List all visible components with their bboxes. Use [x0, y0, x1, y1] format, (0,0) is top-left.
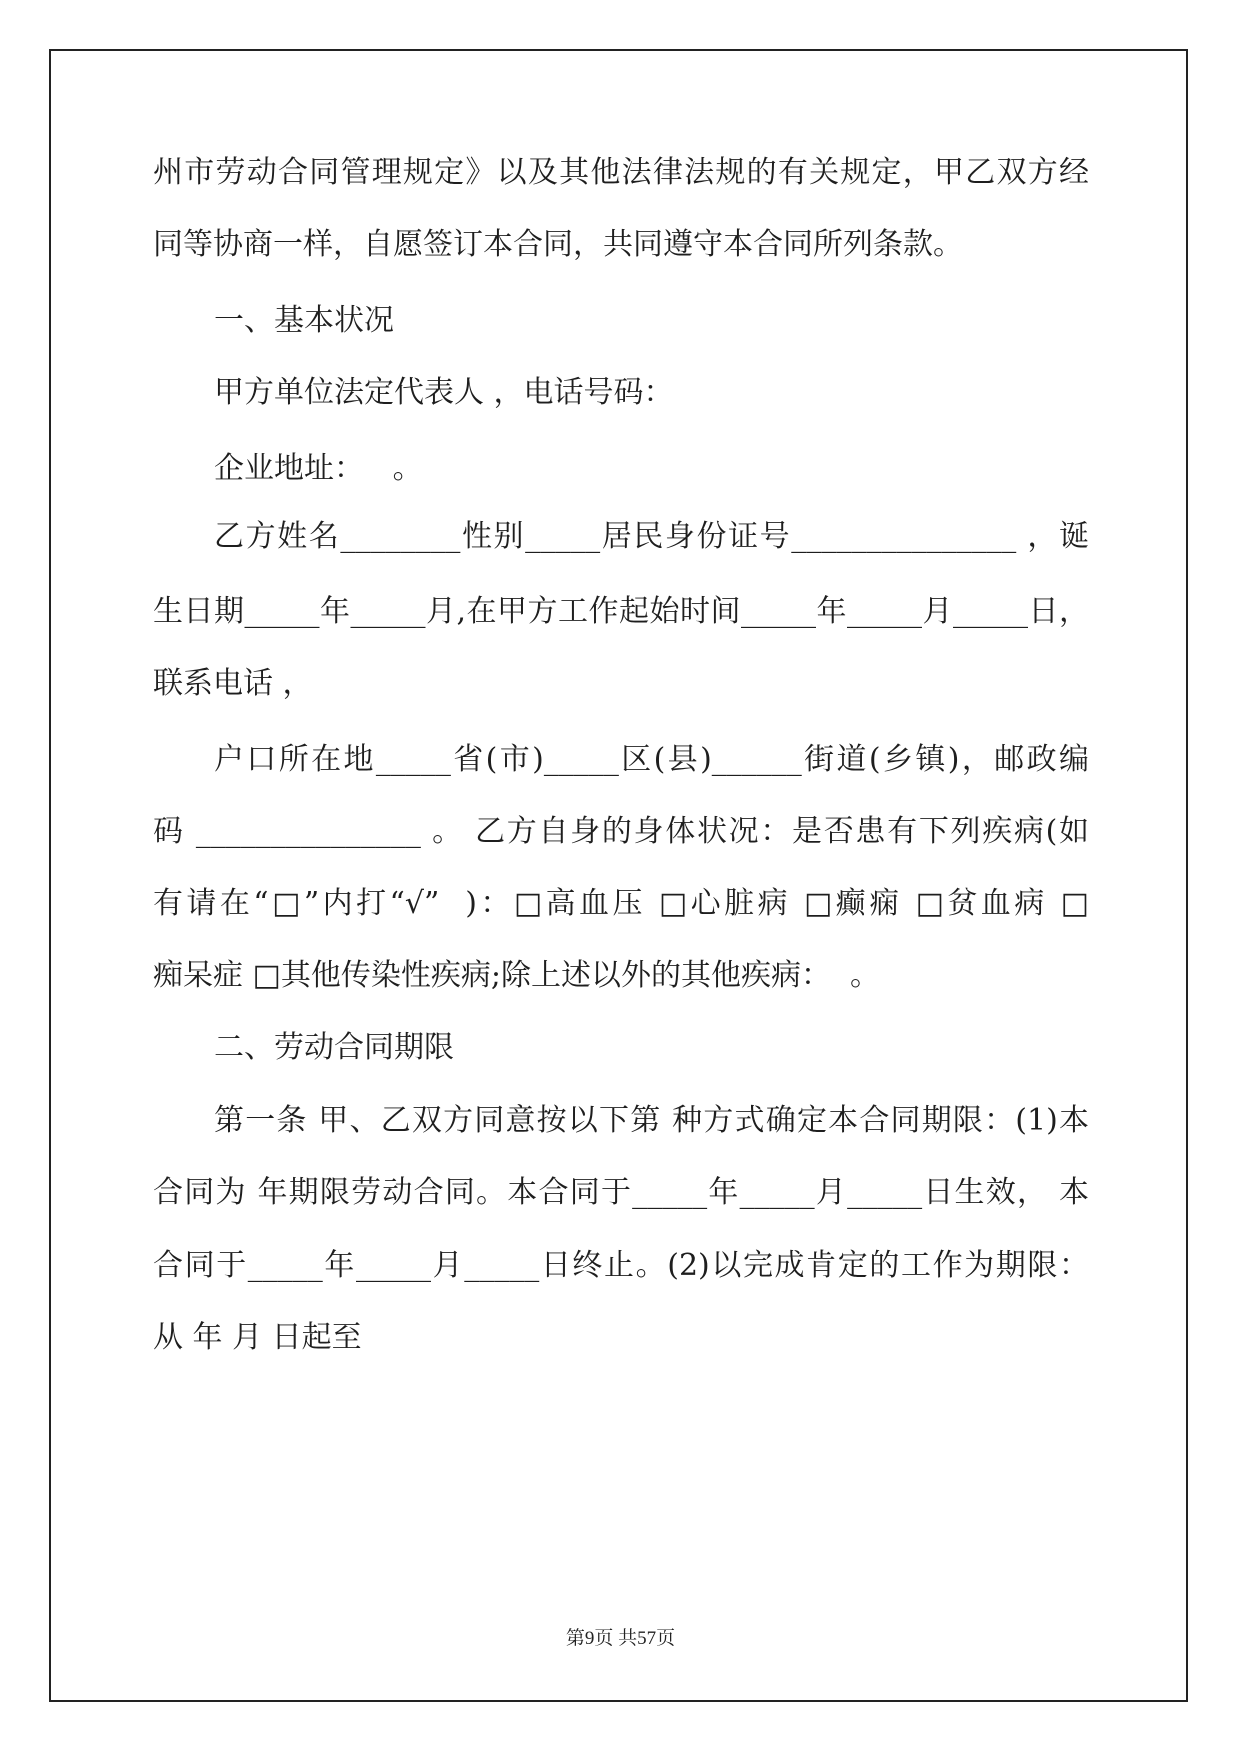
paragraph-line: 生日期_____年_____月,在甲方工作起始时间_____年_____月_____日，	[153, 594, 1089, 629]
paragraph-line: 乙方姓名________性别_____居民身份证号_______________ ，诞	[214, 519, 1089, 554]
paragraph-line: 州市劳动合同管理规定》以及其他法律法规的有关规定，甲乙双方经	[153, 155, 1089, 190]
paragraph-line: 码 _______________ 。 乙方自身的身体状况：是否患有下列疾病(如	[153, 814, 1089, 849]
paragraph-line: 企业地址： 。	[214, 451, 423, 486]
paragraph-line: 合同于_____年_____月_____日终止。(2)以完成肯定的工作为期限：	[153, 1248, 1089, 1283]
paragraph-line: 合同为 年期限劳动合同。本合同于_____年_____月_____日生效， 本	[153, 1175, 1089, 1210]
paragraph-line: 同等协商一样，自愿签订本合同，共同遵守本合同所列条款。	[153, 227, 963, 262]
paragraph-line: 从 年 月 日起至	[153, 1320, 362, 1355]
section-heading: 一、基本状况	[214, 303, 394, 338]
paragraph-line: 甲方单位法定代表人 ，电话号码：	[214, 375, 674, 410]
paragraph-line: 户口所在地_____省(市)_____区(县)______街道(乡镇)，邮政编	[214, 742, 1089, 777]
paragraph-line: 有请在“□”内打“√” )：□高血压 □心脏病 □癫痫 □贫血病 □	[153, 886, 1089, 921]
paragraph-line: 第一条 甲、乙双方同意按以下第 种方式确定本合同期限：(1)本	[214, 1103, 1089, 1138]
paragraph-line: 痴呆症 □其他传染性疾病;除上述以外的其他疾病： 。	[153, 958, 881, 993]
section-heading: 二、劳动合同期限	[214, 1030, 454, 1065]
page-number: 第9页 共57页	[565, 1628, 676, 1649]
page-border	[49, 49, 1188, 1702]
paragraph-line: 联系电话 ，	[153, 666, 313, 701]
